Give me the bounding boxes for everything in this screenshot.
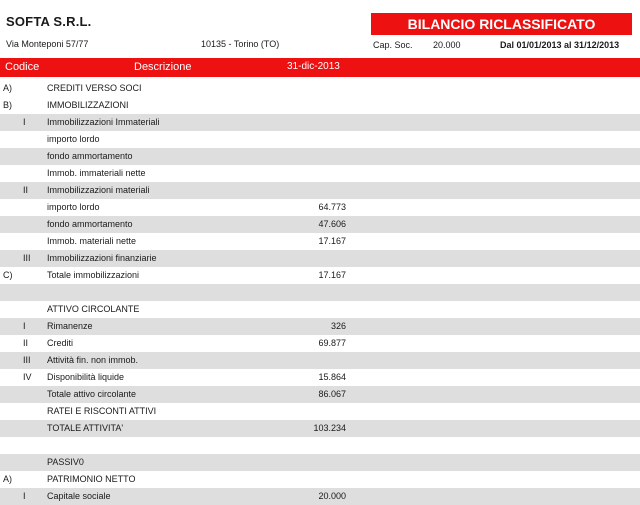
table-row	[0, 267, 640, 284]
row-roman-numeral: I	[23, 117, 26, 127]
row-code: A)	[3, 83, 12, 93]
row-description: Immobilizzazioni finanziarie	[47, 253, 157, 263]
table-row	[0, 131, 640, 148]
company-city: 10135 - Torino (TO)	[201, 39, 280, 49]
row-roman-numeral: I	[23, 491, 26, 501]
table-row	[0, 437, 640, 454]
column-header-descrizione: Descrizione	[134, 61, 192, 73]
company-name: SOFTA S.R.L.	[6, 14, 92, 29]
row-value: 17.167	[318, 236, 346, 246]
column-header-bar	[0, 58, 640, 77]
column-header-date: 31-dic-2013	[287, 61, 340, 72]
cap-soc-label: Cap. Soc.	[373, 40, 413, 50]
row-roman-numeral: II	[23, 338, 29, 348]
row-description: Crediti	[47, 338, 74, 348]
row-value: 326	[330, 321, 346, 331]
row-roman-numeral: II	[23, 185, 29, 195]
row-description: Totale attivo circolante	[47, 389, 137, 399]
row-value: 47.606	[318, 219, 346, 229]
row-roman-numeral: I	[23, 321, 26, 331]
row-code: C)	[3, 270, 13, 280]
table-row	[0, 352, 640, 369]
table-row	[0, 199, 640, 216]
row-code: B)	[3, 100, 12, 110]
row-description: importo lordo	[47, 202, 100, 212]
report-title-banner: BILANCIO RICLASSIFICATO	[371, 13, 632, 35]
row-description: PASSIV0	[47, 457, 84, 467]
row-description: fondo ammortamento	[47, 151, 133, 161]
row-description: IMMOBILIZZAZIONI	[47, 100, 129, 110]
row-description: CREDITI VERSO SOCI	[47, 83, 142, 93]
report-period: Dal 01/01/2013 al 31/12/2013	[500, 40, 620, 50]
row-roman-numeral: IV	[23, 372, 32, 382]
table-row	[0, 335, 640, 352]
table-row	[0, 250, 640, 267]
row-description: Attività fin. non immob.	[47, 355, 139, 365]
table-row	[0, 403, 640, 420]
column-header-codice: Codice	[5, 61, 40, 73]
row-description: Immob. materiali nette	[47, 236, 137, 246]
table-row	[0, 488, 640, 505]
table-row	[0, 80, 640, 97]
table-row	[0, 97, 640, 114]
table-row	[0, 420, 640, 437]
row-description: Disponibilità liquide	[47, 372, 125, 382]
row-value: 20.000	[318, 491, 346, 501]
table-row	[0, 216, 640, 233]
row-description: PATRIMONIO NETTO	[47, 474, 136, 484]
row-value: 69.877	[318, 338, 346, 348]
table-row	[0, 114, 640, 131]
row-code: A)	[3, 474, 12, 484]
company-address: Via Monteponi 57/77	[6, 39, 89, 49]
table-row	[0, 301, 640, 318]
row-description: Rimanenze	[47, 321, 93, 331]
table-row	[0, 454, 640, 471]
table-row	[0, 148, 640, 165]
row-description: Immobilizzazioni materiali	[47, 185, 150, 195]
row-description: importo lordo	[47, 134, 100, 144]
row-description: Immob. immateriali nette	[47, 168, 146, 178]
table-row	[0, 318, 640, 335]
row-roman-numeral: III	[23, 253, 31, 263]
row-value: 15.864	[318, 372, 346, 382]
table-row	[0, 369, 640, 386]
row-value: 17.167	[318, 270, 346, 280]
row-description: RATEI E RISCONTI ATTIVI	[47, 406, 157, 416]
balance-sheet-table	[0, 80, 640, 505]
row-description: Totale immobilizzazioni	[47, 270, 140, 280]
row-description: TOTALE ATTIVITA'	[47, 423, 124, 433]
table-row	[0, 233, 640, 250]
row-roman-numeral: III	[23, 355, 31, 365]
row-description: ATTIVO CIRCOLANTE	[47, 304, 140, 314]
row-description: fondo ammortamento	[47, 219, 133, 229]
row-value: 64.773	[318, 202, 346, 212]
table-row	[0, 386, 640, 403]
table-row	[0, 165, 640, 182]
table-row	[0, 471, 640, 488]
cap-soc-value: 20.000	[433, 40, 461, 50]
table-row	[0, 284, 640, 301]
row-description: Immobilizzazioni Immateriali	[47, 117, 160, 127]
row-value: 86.067	[318, 389, 346, 399]
table-row	[0, 182, 640, 199]
row-value: 103.234	[313, 423, 346, 433]
row-description: Capitale sociale	[47, 491, 111, 501]
